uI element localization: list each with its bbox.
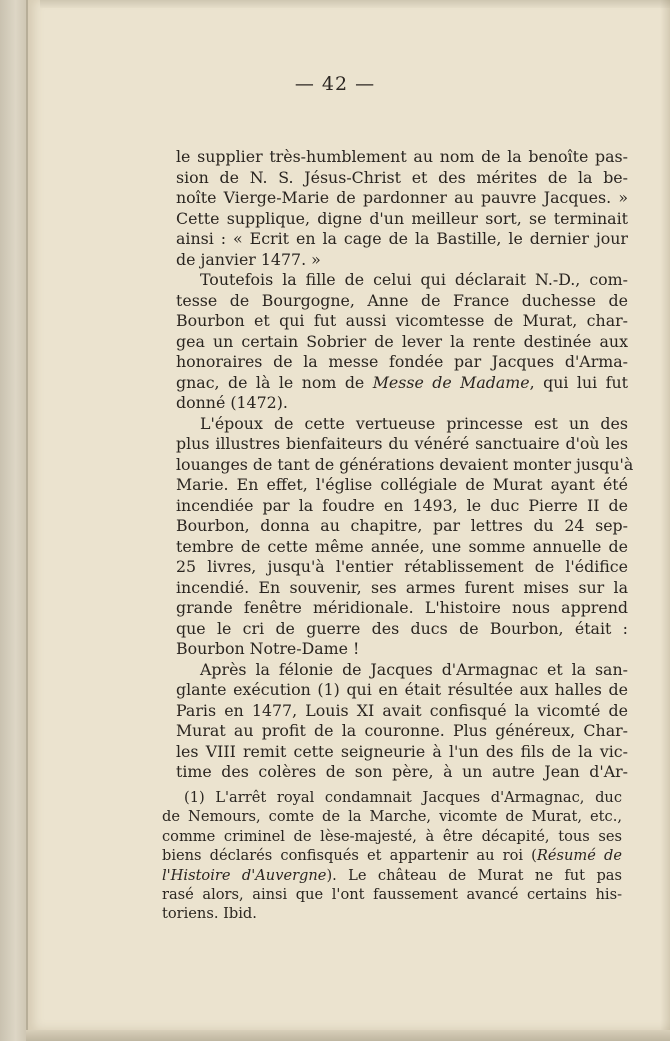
- page-right-shadow: [660, 0, 670, 1030]
- footnote-line: toriens. Ibid.: [162, 905, 257, 923]
- text-line: incendié. En souvenir, ses armes furent mises sur la: [176, 577, 628, 597]
- italic-title: Résumé de: [536, 847, 622, 865]
- text-line-mixed: [176, 373, 628, 394]
- text-segment: , qui lui fut: [529, 372, 628, 392]
- text-line: noîte Vierge-Marie de pardonner au pauvre Jacques. »: [176, 188, 628, 207]
- text-line: honoraires de la messe fondée par Jacques d'Arma-: [176, 352, 628, 371]
- footnote-line: rasé alors, ainsi que l'ont faussement avancé certains his-: [162, 886, 622, 904]
- footnote-line-mixed: [162, 846, 622, 865]
- text-line: grande fenêtre méridionale. L'histoire nous apprend: [176, 598, 628, 617]
- text-line: Cette supplique, digne d'un meilleur sort, se terminait: [176, 208, 628, 228]
- text-line: le supplier très-humblement au nom de la benoîte pas-: [176, 147, 628, 166]
- footnote-line: de Nemours, comte de la Marche, vicomte de Murat, etc.,: [162, 808, 622, 826]
- italic-title: l'Histoire d'Auvergne: [162, 866, 327, 884]
- text-line: Paris en 1477, Louis XI avait confisqué la vicomté de: [176, 700, 628, 720]
- text-line: Bourbon et qui fut aussi vicomtesse de Murat, char-: [176, 311, 628, 330]
- text-line: que le cri de guerre des ducs de Bourbon, était :: [176, 618, 628, 638]
- text-line: Toutefois la fille de celui qui déclarait N.-D., com-: [200, 270, 628, 289]
- page-top-edge: [40, 0, 670, 8]
- text-line: louanges de tant de générations devaient monter jusqu'à: [176, 454, 634, 474]
- text-line: Bourbon, donna au chapitre, par lettres du 24 sep-: [176, 516, 628, 535]
- footnote: [162, 788, 622, 924]
- text-line: gea un certain Sobrier de lever la rente destinée aux: [176, 331, 628, 351]
- text-line: time des colères de son père, à un autre Jean d'Ar-: [176, 762, 628, 781]
- footnote-line: (1) L'arrêt royal condamnait Jacques d'Armagnac, duc: [184, 789, 622, 806]
- italic-title: Messe de Madame: [372, 372, 530, 392]
- text-line: incendiée par la foudre en 1493, le duc Pierre II de: [176, 495, 628, 515]
- text-segment: biens déclarés confisqués et appartenir au roi (: [162, 847, 537, 865]
- page-number: — 42 —: [294, 73, 376, 95]
- text-line: Après la félonie de Jacques d'Armagnac et la san-: [200, 659, 628, 679]
- text-line: L'époux de cette vertueuse princesse est un des: [200, 413, 628, 433]
- text-line: tembre de cette même année, une somme annuelle de: [176, 536, 628, 556]
- text-line: Bourbon Notre-Dame !: [176, 639, 360, 658]
- text-segment: ). Le château de Murat ne fut pas: [326, 866, 622, 884]
- footnote-line-mixed: [162, 866, 622, 885]
- page-bottom-edge: [26, 1030, 670, 1041]
- text-segment: gnac, de là le nom de: [176, 372, 373, 392]
- text-line: glante exécution (1) qui en était résultée aux halles de: [176, 680, 628, 699]
- text-line: ainsi : « Ecrit en la cage de la Bastille, le dernier jour: [176, 229, 628, 248]
- text-line: Murat au profit de la couronne. Plus généreux, Char-: [176, 721, 628, 740]
- text-line: sion de N. S. Jésus-Christ et des mérites de la be-: [176, 167, 628, 187]
- text-line: 25 livres, jusqu'à l'entier rétablissement de l'édifice: [176, 557, 628, 576]
- body-text: [176, 147, 634, 783]
- text-line: plus illustres bienfaiteurs du vénéré sanctuaire d'où les: [176, 434, 628, 453]
- text-line: tesse de Bourgogne, Anne de France duchesse de: [176, 290, 628, 310]
- text-line: Marie. En effet, l'église collégiale de Murat ayant été: [176, 475, 628, 494]
- binding-margin: [0, 0, 26, 1041]
- text-line: les VIII remit cette seigneurie à l'un des fils de la vic-: [176, 741, 628, 761]
- text-line: de janvier 1477. »: [176, 249, 321, 269]
- text-line: donné (1472).: [176, 393, 288, 412]
- footnote-line: comme criminel de lèse-majesté, à être décapité, tous ses: [162, 827, 622, 845]
